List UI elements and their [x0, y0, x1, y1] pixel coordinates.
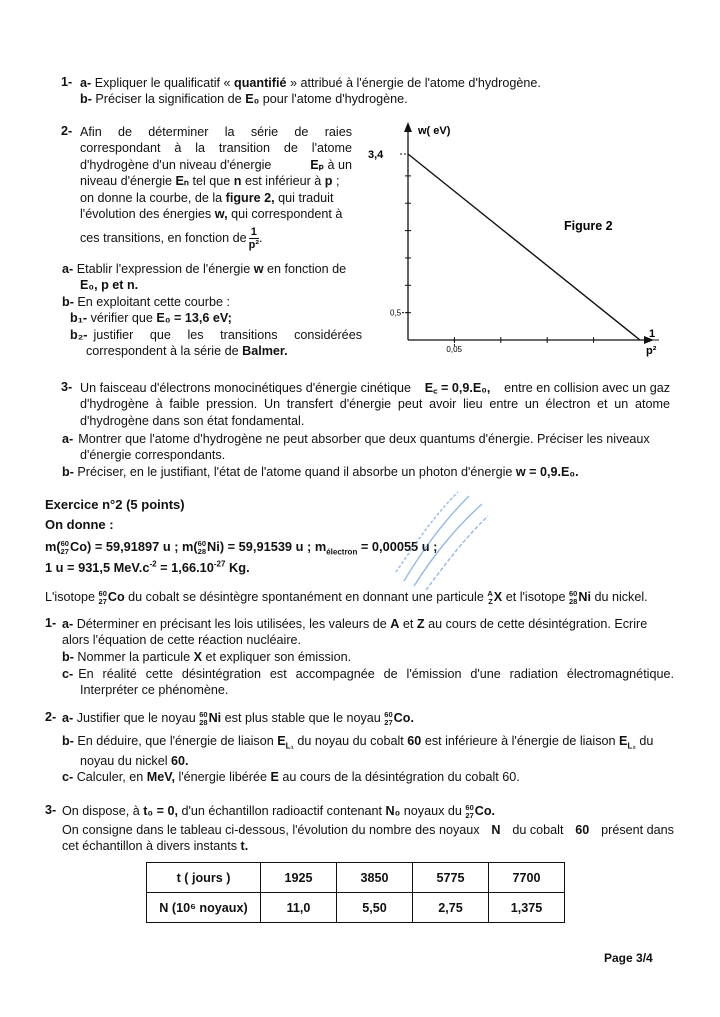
decay-table: [146, 862, 565, 923]
y-tick-label-top: 3,4: [368, 149, 384, 161]
e2-b: b- En déduire, que l'énergie de liaison $E_{L_1}$ du noyau du cobalt 60 est inférieure à l'énergie de liaison $E_{L_2}$ du noyau du nickel 60.: [62, 734, 654, 768]
table-cell: 5,50: [337, 893, 413, 923]
table-cell: 2,75: [413, 893, 489, 923]
x-tick-label: 0,05: [446, 345, 462, 354]
table-row-nuclei: [147, 893, 565, 923]
q3-b: b- Préciser, en le justifiant, l'état de l'atome quand il absorbe un photon d'énergie w = 0,9.E₀.: [62, 465, 579, 479]
q2-number: 2-: [61, 124, 73, 138]
q1-a: a- Expliquer le qualificatif « quantifié » attribué à l'énergie de l'atome d'hydrogène.: [80, 76, 541, 90]
table-header-nuclei: N (10⁶ noyaux): [147, 893, 261, 923]
figure-2-chart: [360, 118, 680, 363]
exercise-2-intro: L'isotope 60 27 Co du cobalt se désintègre spontanément en donnant une particule A Z X et l'isotope 60 28 Ni du nickel.: [45, 588, 648, 606]
figure-caption: Figure 2: [564, 219, 613, 233]
table-cell: 3850: [337, 863, 413, 893]
q3-a: a- Montrer que l'atome d'hydrogène ne peut absorber que deux quantums d'énergie. Préciser les niveaux d'énergie correspondants.: [62, 432, 650, 463]
q2-b: b- En exploitant cette courbe : b₁- vérifier que E₀ = 13,6 eV; b₂- justifier que les transitions considérées correspondent à la série de Balmer.: [62, 295, 362, 359]
e3-text-2: On consigne dans le tableau ci-dessous, l'évolution du nombre des noyaux N du cobalt 60 présent dans cet échantillon à divers instants t.: [62, 823, 674, 854]
series-line: [408, 154, 640, 340]
school-stamp-icon: [384, 486, 494, 596]
q3-number: 3-: [61, 380, 73, 394]
q2-text: Afin de déterminer la série de raies correspondant à la transition de l'atome d'hydrogène d'un niveau d'énergie Eₚ à un niveau d'énergie Eₙ tel que n est inférieur à p ; on donne la courbe, de la figure 2, qui traduit l'évolution des énergies w, qui correspondent à ces transitions, en fonction de $\frac{1}{\text{p²}}$ .: [80, 125, 352, 252]
table-cell: 11,0: [261, 893, 337, 923]
table-cell: 1925: [261, 863, 337, 893]
table-cell: 5775: [413, 863, 489, 893]
e2-number: 2-: [45, 710, 57, 724]
e1-number: 1-: [45, 616, 57, 630]
unit-conversion: 1 u = 931,5 $MeV.c^{-2} = 1,66.10^{-27}$ Kg.: [45, 559, 250, 575]
table-cell: 1,375: [489, 893, 565, 923]
e3-number: 3-: [45, 803, 57, 817]
table-header-time: t ( jours ): [147, 863, 261, 893]
e3-text: On dispose, à t₀ = 0, d'un échantillon radioactif contenant N₀ noyaux du 60 27 Co.: [62, 802, 496, 820]
given-masses: m( 60 27 Co) = 59,91897 u ; m( 60 28 Ni) = 59,91539 u ; $m_{électron} = 0,00055$ u ;: [45, 538, 438, 557]
page-number: Page 3/4: [604, 951, 653, 965]
table-row-time: [147, 863, 565, 893]
y-axis-arrow: [404, 122, 412, 132]
q1-number: 1-: [61, 75, 73, 89]
exercise-2-title: Exercice n°2 (5 points): [45, 497, 185, 512]
e2-c: c- Calculer, en MeV, l'énergie libérée E au cours de la désintégration du cobalt 60.: [62, 770, 520, 784]
table-cell: 7700: [489, 863, 565, 893]
y-axis-label: w( eV): [418, 125, 451, 137]
q2-a: a- Etablir l'expression de l'énergie w en fonction de E₀, p et n.: [62, 262, 347, 293]
q1-b: b- Préciser la signification de E₀ pour l'atome d'hydrogène.: [80, 92, 408, 106]
x-axis-label-num: 1: [649, 328, 656, 340]
q3-text: Un faisceau d'électrons monocinétiques d'énergie cinétique E꜀ = 0,9.E₀, entre en collision avec un gaz d'hydrogène à faible pression. Un transfert d'énergie peut avoir lieu entre un électron et un atome d'hydrogène dans son état fondamental.: [80, 381, 670, 428]
e1-b: b- Nommer la particule X et expliquer son émission.: [62, 650, 352, 664]
e1-c: c- En réalité cette désintégration est accompagnée de l'émission d'une radiation électromagnétique. Interpréter ce phénomène.: [62, 667, 674, 698]
e1-a: a- Déterminer en précisant les lois utilisées, les valeurs de A et Z au cours de cette désintégration. Ecrire alors l'équation de cette réaction nucléaire.: [62, 617, 648, 648]
e2-a: a- Justifier que le noyau 60 28 Ni est plus stable que le noyau 60 27 Co.: [62, 709, 414, 727]
on-donne: On donne :: [45, 517, 114, 532]
x-axis-label-den: p²: [646, 345, 657, 357]
y-tick-label-low: 0,5: [390, 308, 402, 318]
